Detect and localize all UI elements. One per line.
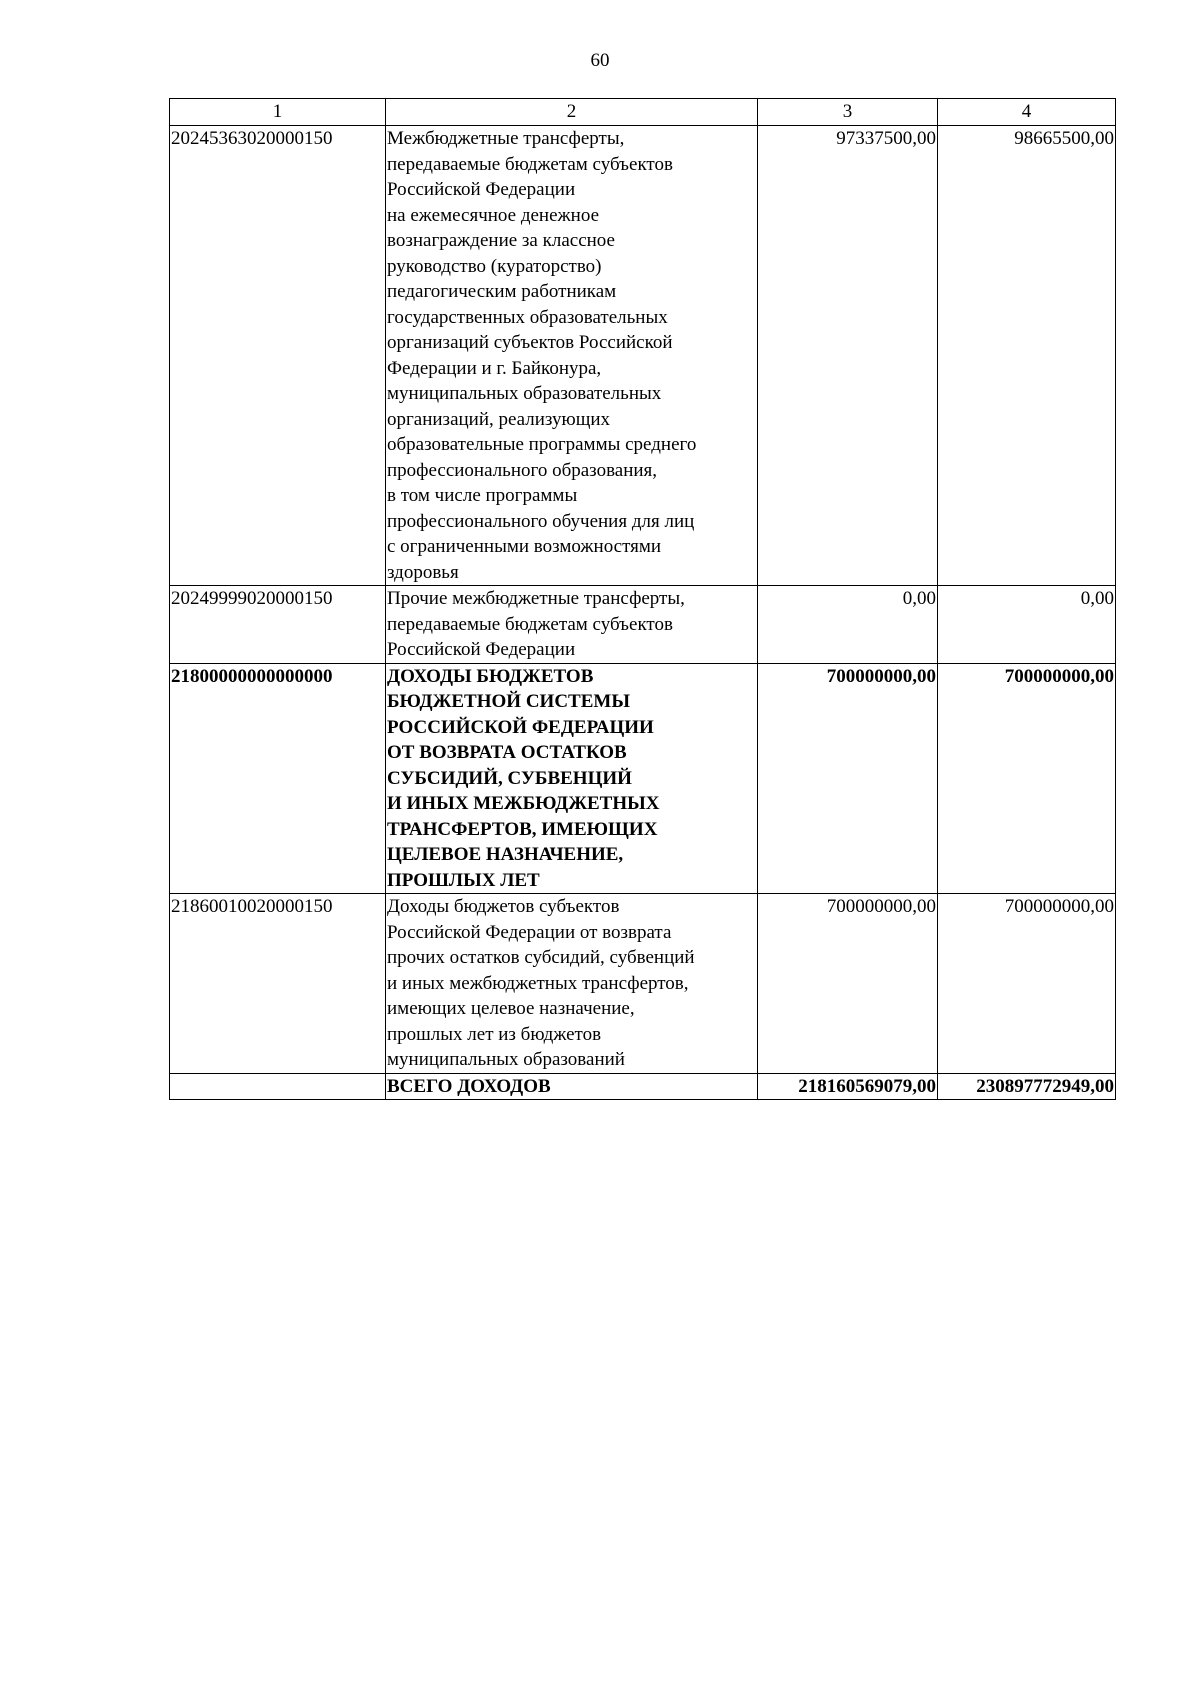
page-number: 60 bbox=[590, 50, 610, 71]
table-header-row bbox=[170, 99, 1116, 126]
column-header-4: 4 bbox=[938, 99, 1116, 126]
row-description: ДОХОДЫ БЮДЖЕТОВ БЮДЖЕТНОЙ СИСТЕМЫ РОССИЙСКОЙ ФЕДЕРАЦИИ ОТ ВОЗВРАТА ОСТАТКОВ СУБСИДИЙ, СУБВЕНЦИЙ И ИНЫХ МЕЖБЮДЖЕТНЫХ ТРАНСФЕРТОВ, ИМЕЮЩИХ ЦЕЛЕВОЕ НАЗНАЧЕНИЕ, ПРОШЛЫХ ЛЕТ bbox=[386, 663, 758, 894]
row-description: Межбюджетные трансферты, передаваемые бюджетам субъектов Российской Федерации на ежемесячное денежное вознаграждение за классное руководство (кураторство) педагогическим работникам государственных образовательных организаций субъектов Российской Федерации и г. Байконура, муниципальных образовательных организаций, реализующих образовательные программы среднего профессионального образования, в том числе программы профессионального обучения для лиц с ограниченными возможностями здоровья bbox=[386, 126, 758, 586]
amount-column-3: 218160569079,00 bbox=[758, 1073, 938, 1100]
budget-code: 20245363020000150 bbox=[170, 126, 386, 586]
table-row bbox=[170, 126, 1116, 586]
amount-column-4: 230897772949,00 bbox=[938, 1073, 1116, 1100]
amount-column-3: 0,00 bbox=[758, 586, 938, 664]
row-description: ВСЕГО ДОХОДОВ bbox=[386, 1073, 758, 1100]
table-row bbox=[170, 586, 1116, 664]
column-header-3: 3 bbox=[758, 99, 938, 126]
revenue-table bbox=[169, 98, 1116, 1100]
column-header-1: 1 bbox=[170, 99, 386, 126]
amount-column-4: 98665500,00 bbox=[938, 126, 1116, 586]
budget-code: 21800000000000000 bbox=[170, 663, 386, 894]
table-row-section-total bbox=[170, 663, 1116, 894]
column-header-2: 2 bbox=[386, 99, 758, 126]
table-row-grand-total bbox=[170, 1073, 1116, 1100]
amount-column-3: 700000000,00 bbox=[758, 894, 938, 1074]
budget-code: 21860010020000150 bbox=[170, 894, 386, 1074]
row-description: Доходы бюджетов субъектов Российской Федерации от возврата прочих остатков субсидий, субвенций и иных межбюджетных трансфертов, имеющих целевое назначение, прошлых лет из бюджетов муниципальных образований bbox=[386, 894, 758, 1074]
budget-code: 20249999020000150 bbox=[170, 586, 386, 664]
amount-column-3: 97337500,00 bbox=[758, 126, 938, 586]
amount-column-4: 700000000,00 bbox=[938, 663, 1116, 894]
amount-column-4: 0,00 bbox=[938, 586, 1116, 664]
table-row bbox=[170, 894, 1116, 1074]
budget-code bbox=[170, 1073, 386, 1100]
row-description: Прочие межбюджетные трансферты, передаваемые бюджетам субъектов Российской Федерации bbox=[386, 586, 758, 664]
amount-column-4: 700000000,00 bbox=[938, 894, 1116, 1074]
amount-column-3: 700000000,00 bbox=[758, 663, 938, 894]
